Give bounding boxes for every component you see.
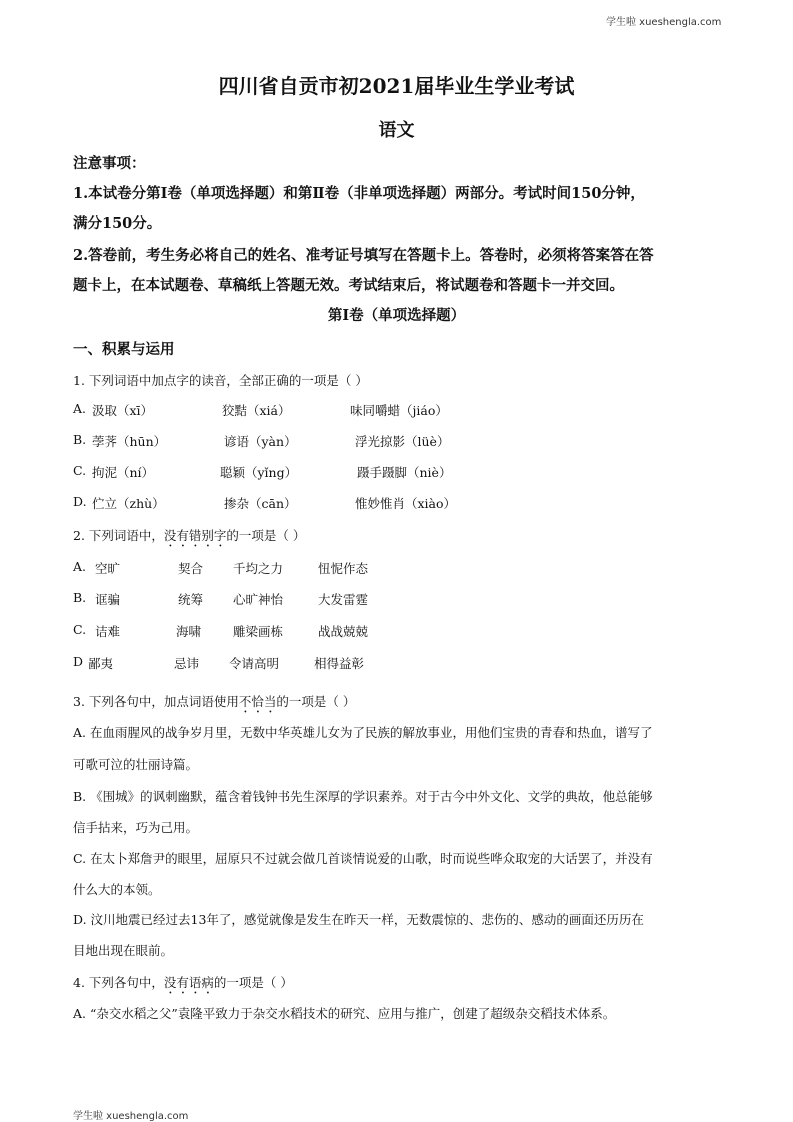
q1-option-d-word2: 掺杂（cān） [224,496,297,511]
q1-option-c-label: C. [73,463,87,478]
q2-option-c-word3: 雕梁画栋 [233,624,284,639]
q2-option-d-word2: 忌讳 [174,656,200,671]
part1-title: 第Ⅰ卷（单项选择题） [327,307,466,324]
q1-option-c-word2: 聪颖（yǐng） [220,465,298,480]
q3-stem-emphasis: 不恰当 [238,694,277,709]
header-site-text: 学生啦 xueshengla.com [606,17,722,28]
q1-stem: 1. 下列词语中加点字的读音，全部正确的一项是（ ） [73,373,368,388]
q3-option-a-line1: A. 在血雨腥风的战争岁月里，无数中华英雄儿女为了民族的解放事业，用他们宝贵的青春和热血，谱写了 [73,725,653,740]
q1-option-d-label: D. [73,494,87,509]
notice-heading: 注意事项： [73,155,146,172]
notice-item2-line1: 2.答卷前，考生务必将自己的姓名、准考证号填写在答题卡上。答卷时，必须将答案答在答 [73,247,654,264]
q3-option-c-line2: 什么大的本领。 [73,882,161,897]
q1-option-d-word1: 伫立（zhù） [92,496,165,511]
q2-stem [73,526,305,550]
notice-item2-line2: 题卡上，在本试题卷、草稿纸上答题无效。考试结束后，将试题卷和答题卡一并交回。 [73,277,624,294]
q2-option-c-label: C. [73,622,87,637]
q1-option-c-word1: 拘泥（ní） [92,465,155,480]
q2-option-c-word2: 海啸 [176,624,202,639]
q1-option-d-word3: 惟妙惟肖（xiào） [355,496,457,511]
q4-stem-emphasis: 没有语病 [163,975,214,990]
q3-option-b-line1: B. 《围城》的讽刺幽默，蕴含着钱钟书先生深厚的学识素养。对于古今中外文化、文学的典故，他总能够 [73,789,653,804]
footer-site-text: 学生啦 xueshengla.com [73,1111,189,1122]
q2-option-a-word1: 空旷 [95,561,121,576]
q1-option-a-word2: 狡黠（xiá） [222,403,291,418]
q1-option-c-word3: 蹑手蹑脚（niè） [357,465,452,480]
q4-stem-pre: 4. 下列各句中， [73,975,164,990]
q4-stem-post: 的一项是（ ） [213,975,293,990]
q2-option-d-word1: 鄙夷 [88,656,114,671]
q1-option-a-word1: 汲取（xī） [92,403,154,418]
q2-option-c-word4: 战战兢兢 [318,624,369,639]
q2-stem-pre: 2. 下列词语中， [73,528,164,543]
q3-stem-pre: 3. 下列各句中，加点词语使用 [73,694,239,709]
page-title: 四川省自贡市初2021届毕业生学业考试 [218,74,575,98]
q1-option-b-label: B. [73,432,87,447]
q1-option-b-word2: 谚语（yàn） [224,434,297,449]
notice-item1-line2: 满分150分。 [73,215,162,232]
q2-option-b-word1: 诓骗 [95,592,121,607]
q2-stem-emphasis: 没有错别字 [163,528,227,543]
q2-option-d-label: D [73,654,84,669]
q1-option-a-word3: 味同嚼蜡（jiáo） [350,403,448,418]
q2-option-b-label: B. [73,590,87,605]
q2-option-c-word1: 诘难 [95,624,121,639]
q2-option-b-word2: 统筹 [178,592,204,607]
q2-option-a-word2: 契合 [178,561,204,576]
q1-option-a-label: A. [73,401,87,416]
q2-option-d-word3: 令请高明 [229,656,280,671]
q2-option-a-word4: 忸怩作态 [318,561,369,576]
q3-option-d-line2: 目地出现在眼前。 [73,943,174,958]
q2-stem-post: 的一项是（ ） [226,528,306,543]
q4-option-a-line1: A. “杂交水稻之父”袁隆平致力于杂交水稻技术的研究、应用与推广，创建了超级杂交稻技术体系。 [73,1006,616,1021]
q1-option-b-word1: 荸荠（hūn） [92,434,167,449]
q2-option-d-word4: 相得益彰 [314,656,365,671]
q3-option-a-line2: 可歌可泣的壮丽诗篇。 [73,757,199,772]
notice-item1-line1: 1.本试卷分第Ⅰ卷（单项选择题）和第Ⅱ卷（非单项选择题）两部分。考试时间150分钟， [73,185,645,202]
q2-option-a-word3: 千均之力 [233,561,284,576]
q3-option-b-line2: 信手拈来，巧为己用。 [73,820,199,835]
q1-option-b-word3: 浮光掠影（lüè） [355,434,450,449]
q2-option-b-word4: 大发雷霆 [318,592,369,607]
q3-option-d-line1: D. 汶川地震已经过去13年了，感觉就像是发生在昨天一样，无数震惊的、悲伤的、感动的画面还历历在 [73,912,644,927]
q4-stem [73,973,293,997]
q2-option-a-label: A. [73,559,87,574]
q3-stem [73,692,355,716]
page-subtitle: 语文 [378,120,415,141]
q3-stem-post: 的一项是（ ） [276,694,356,709]
section1-title: 一、积累与运用 [73,341,175,358]
q3-option-c-line1: C. 在太卜郑詹尹的眼里，屈原只不过就会做几首谈情说爱的山歌，时而说些哗众取宠的大话罢了，并没有 [73,851,653,866]
q2-option-b-word3: 心旷神怡 [233,592,284,607]
